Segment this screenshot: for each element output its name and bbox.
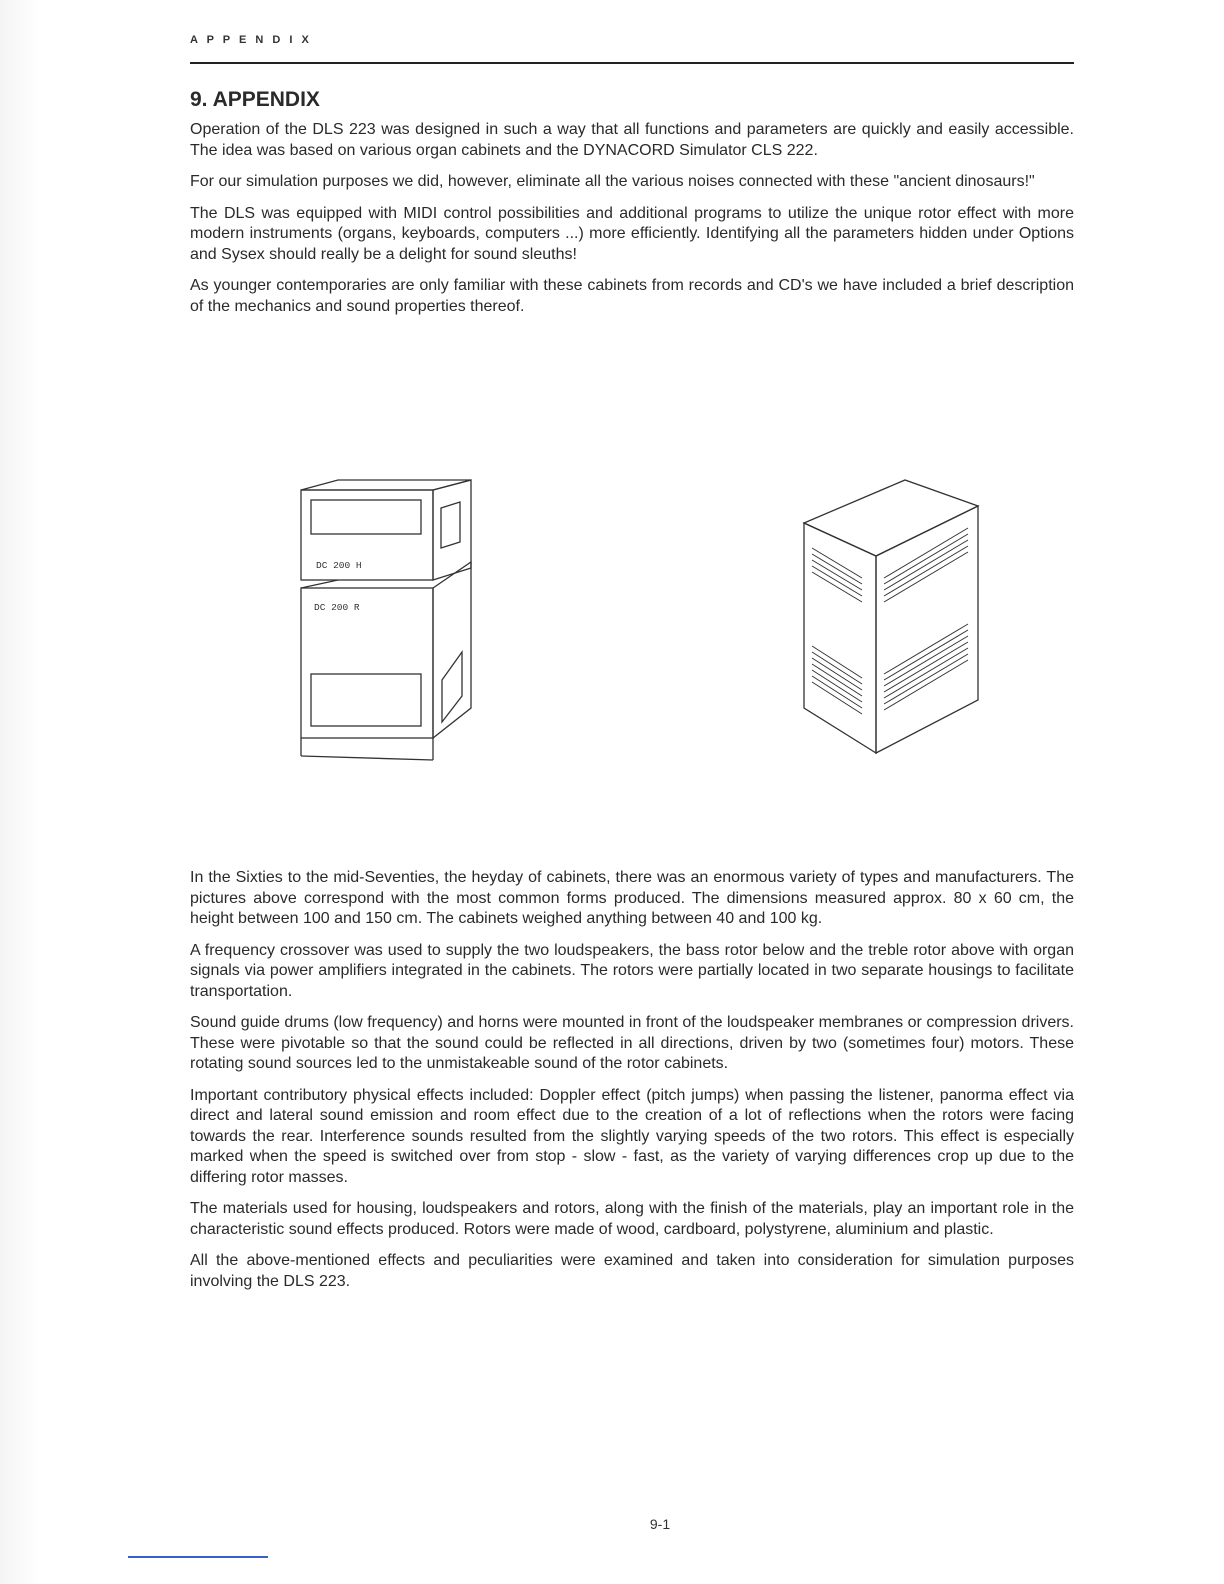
paragraph: Sound guide drums (low frequency) and horns were mounted in front of the loudspeaker membranes or compression drivers. These were pivotable so that the sound could be reflected in all directions, driven by two (sometimes four) motors. These rotating sound sources led to the unmistakeable sound of the rotor cabinets.	[190, 1014, 1074, 1072]
intro-text	[190, 120, 1074, 328]
section-title: 9. APPENDIX	[190, 88, 320, 111]
paragraph: The materials used for housing, loudspeakers and rotors, along with the finish of the materials, play an important role in the characteristic sound effects produced. Rotors were made of wood, cardboard, polystyrene, aluminium and plastic.	[190, 1200, 1074, 1238]
header-rule	[190, 62, 1074, 64]
paragraph: In the Sixties to the mid-Seventies, the heyday of cabinets, there was an enormous variety of types and manufacturers. The pictures above correspond with the most common forms produced. The dimensions measured approx. 80 x 60 cm, the height between 100 and 150 cm. The cabinets weighed anything between 40 and 100 kg.	[190, 869, 1074, 927]
body-text	[190, 868, 1074, 1303]
cabinet-label-bottom: DC 200 R	[314, 602, 360, 613]
footer-rule	[128, 1556, 268, 1558]
paragraph: The DLS was equipped with MIDI control possibilities and additional programs to utilize the unique rotor effect with more modern instruments (organs, keyboards, computers ...) more efficiently. Identifying all the parameters hidden under Options and Sysex should really be a delight for sound sleuths!	[190, 204, 1074, 263]
running-head: A P P E N D I X	[190, 34, 312, 46]
paragraph: A frequency crossover was used to supply the two loudspeakers, the bass rotor below and the treble rotor above with organ signals via power amplifiers integrated in the cabinets. The rotors were partially located in two separate housings to facilitate transportation.	[190, 941, 1074, 1000]
scan-edge	[0, 0, 40, 1584]
paragraph: Important contributory physical effects included: Doppler effect (pitch jumps) when passing the listener, panorma effect via direct and lateral sound emission and room effect due to the creation of a lot of reflections when the rotors were facing towards the rear. Interference sounds resulted from the slightly varying speeds of the two rotors. This effect is especially marked when the speed is switched over from stop - slow - fast, as the variety of varying differences crop up due to the differing rotor masses.	[190, 1086, 1074, 1186]
page-number: 9-1	[649, 1516, 671, 1532]
cabinet-label-top: DC 200 H	[316, 560, 362, 571]
paragraph: All the above-mentioned effects and peculiarities were examined and taken into consideration for simulation purposes involving the DLS 223.	[190, 1252, 1074, 1290]
paragraph: As younger contemporaries are only familiar with these cabinets from records and CD's we have included a brief description of the mechanics and sound properties thereof.	[190, 277, 1074, 315]
paragraph: For our simulation purposes we did, however, eliminate all the various noises connected with these "ancient dinosaurs!"	[190, 173, 1035, 190]
paragraph: Operation of the DLS 223 was designed in such a way that all functions and parameters are quickly and easily accessible. The idea was based on various organ cabinets and the DYNACORD Simulator CLS 222.	[190, 121, 1074, 159]
two-part-cabinet-illustration	[296, 476, 482, 766]
louvered-cabinet-illustration	[800, 478, 984, 758]
